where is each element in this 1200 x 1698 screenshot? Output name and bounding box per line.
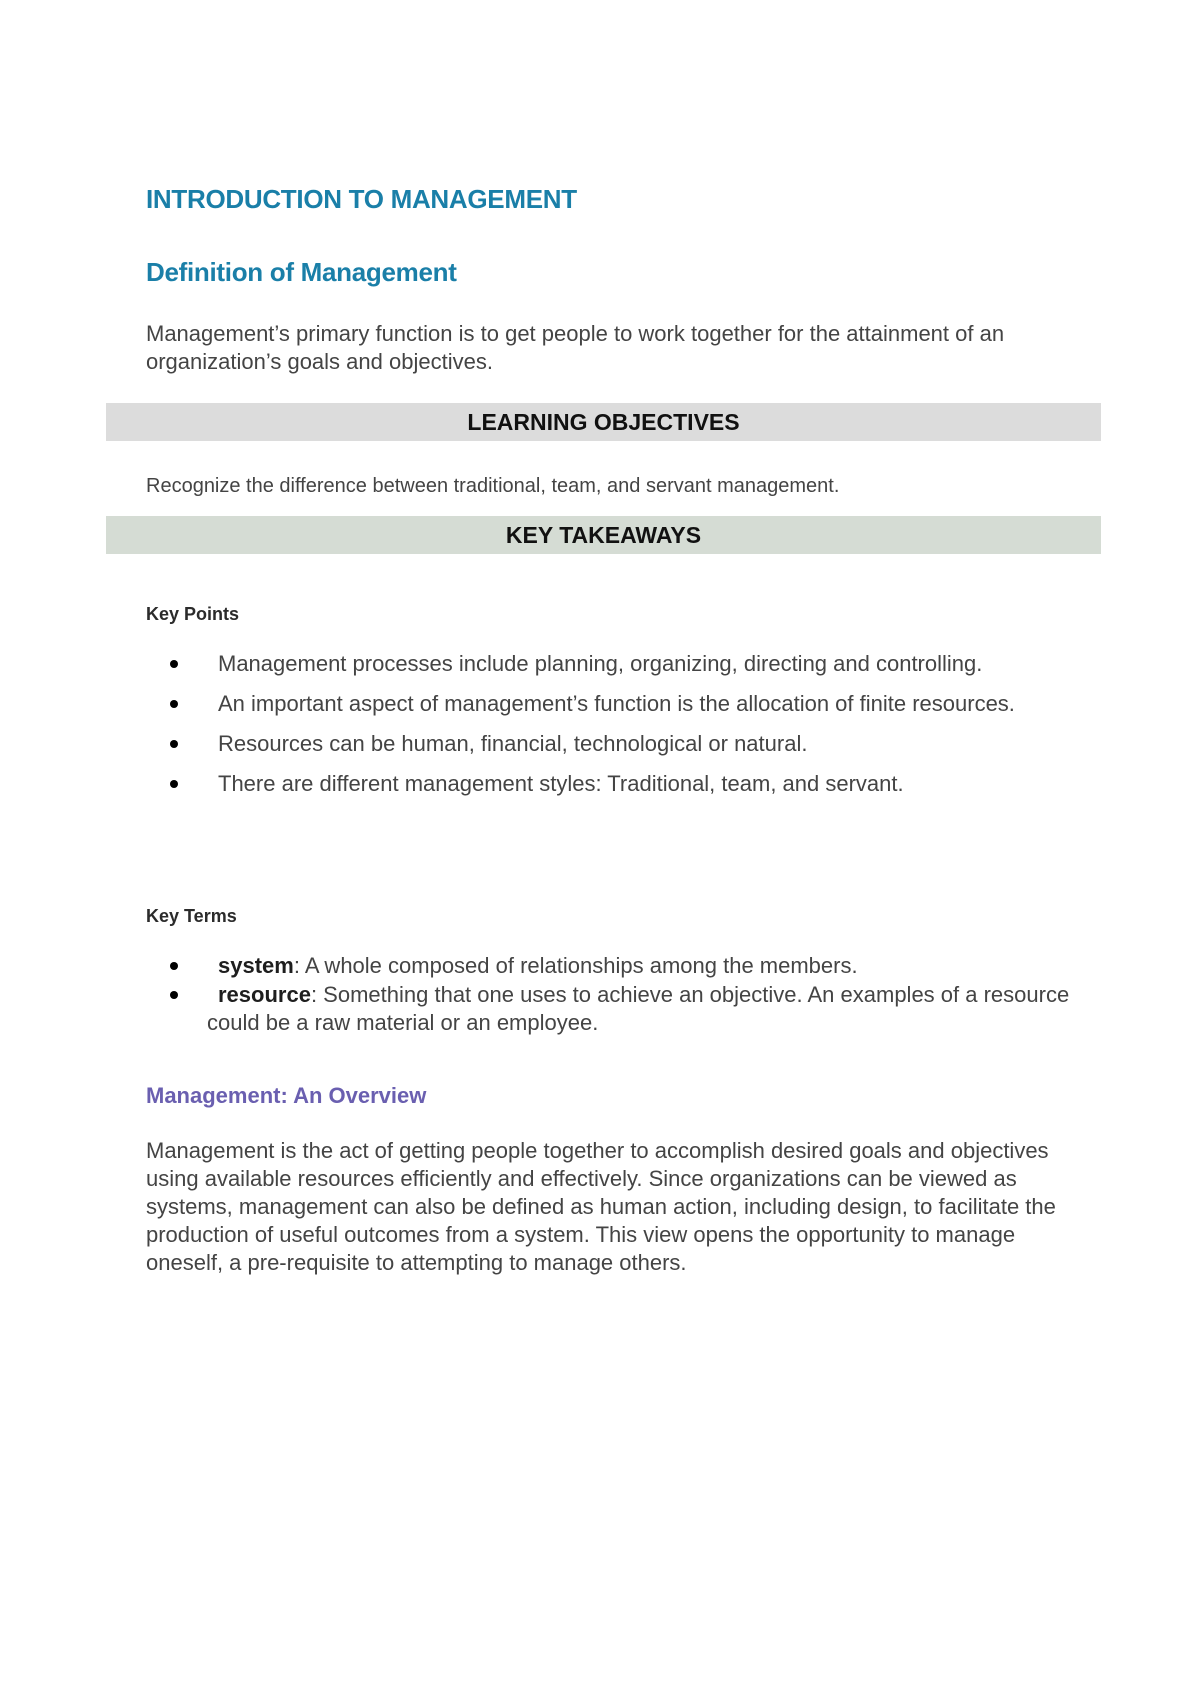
key-takeaways-heading: KEY TAKEAWAYS xyxy=(505,521,702,548)
key-terms-label: Key Terms xyxy=(146,906,237,926)
list-item xyxy=(0,770,1120,798)
bullet-icon xyxy=(170,660,178,668)
key-term-definition: : Something that one uses to achieve an objective. An examples of a resource could be a raw material or an employee. xyxy=(207,982,1070,1035)
key-term-entry xyxy=(207,981,1120,1037)
list-item xyxy=(0,981,1120,1037)
list-item xyxy=(0,730,1120,758)
key-takeaways-banner xyxy=(106,516,1101,554)
bullet-icon xyxy=(170,740,178,748)
learning-objectives-heading: LEARNING OBJECTIVES xyxy=(467,408,740,435)
document-title: INTRODUCTION TO MANAGEMENT xyxy=(146,184,577,214)
key-term-definition: : A whole composed of relationships among the members. xyxy=(293,953,858,978)
key-point-text: Management processes include planning, organizing, directing and controlling. xyxy=(218,651,983,676)
key-point-text: There are different management styles: Traditional, team, and servant. xyxy=(218,771,904,796)
definition-text: Management’s primary function is to get people to work together for the attainment of an organization’s goals and objectives. xyxy=(146,321,1005,374)
key-terms-list xyxy=(0,952,1120,1038)
learning-objectives-banner xyxy=(106,403,1101,441)
key-points-list xyxy=(0,650,1120,810)
key-points-label: Key Points xyxy=(146,604,240,624)
overview-heading: Management: An Overview xyxy=(146,1083,427,1108)
learning-objective-text: Recognize the difference between traditional, team, and servant management. xyxy=(146,475,840,497)
list-item xyxy=(0,650,1120,678)
bullet-icon xyxy=(170,991,178,999)
bullet-icon xyxy=(170,780,178,788)
key-term-entry xyxy=(207,952,1120,980)
list-item xyxy=(0,952,1120,980)
definition-heading: Definition of Management xyxy=(146,257,457,287)
list-item xyxy=(0,690,1120,718)
key-term-word: resource xyxy=(218,982,311,1007)
bullet-icon xyxy=(170,700,178,708)
bullet-icon xyxy=(170,962,178,970)
overview-text: Management is the act of getting people together to accomplish desired goals and objectives using available resources efficiently and effectively. Since organizations can be viewed as systems, management can also be defined as human action, including design, to facilitate the production of useful outcomes from a system. This view opens the opportunity to manage oneself, a pre-requisite to attempting to manage others. xyxy=(146,1138,1056,1275)
key-point-text: Resources can be human, financial, technological or natural. xyxy=(218,731,808,756)
key-term-word: system xyxy=(218,953,294,978)
key-point-text: An important aspect of management’s function is the allocation of finite resources. xyxy=(218,691,1015,716)
